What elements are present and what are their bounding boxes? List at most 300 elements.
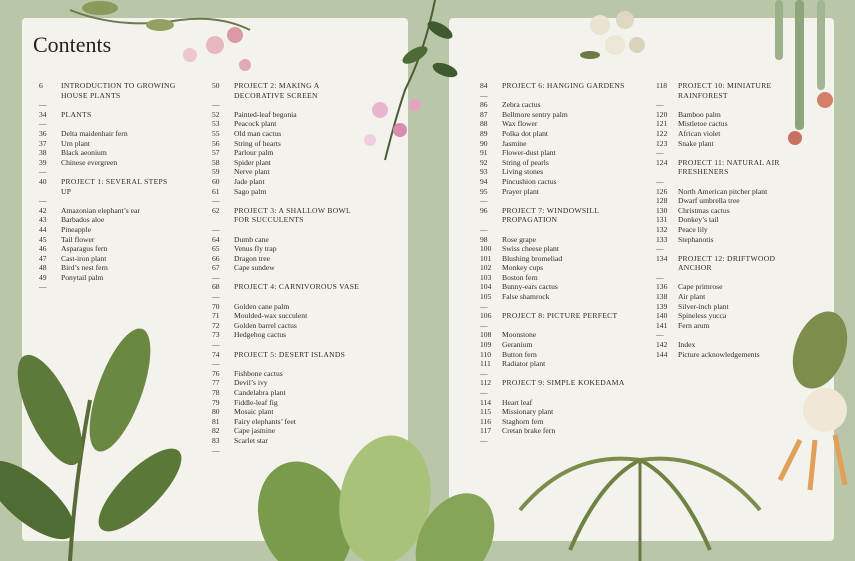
plant-name: Snake plant <box>678 138 714 148</box>
section-title: PROJECT 2: MAKING A DECORATIVE SCREEN <box>234 81 320 100</box>
separator-dash: — <box>212 340 220 350</box>
page-number: 44 <box>39 224 47 234</box>
toc-entry <box>480 292 630 302</box>
toc-entry <box>39 129 179 139</box>
toc-section-heading <box>480 311 630 321</box>
toc-entry <box>212 177 360 187</box>
plant-name: False shamrock <box>502 292 550 302</box>
toc-entry <box>656 321 806 331</box>
toc-entry <box>480 167 630 177</box>
toc-separator <box>212 100 360 110</box>
plant-name: Zebra cactus <box>502 100 541 110</box>
plant-name: Nerve plant <box>234 167 270 177</box>
toc-entry <box>212 119 360 129</box>
toc-entry <box>212 407 360 417</box>
toc-entry <box>480 398 630 408</box>
separator-dash: — <box>480 224 488 234</box>
plant-name: String of pearls <box>502 157 549 167</box>
toc-separator <box>480 388 630 398</box>
separator-dash: — <box>39 119 47 129</box>
toc-entry <box>480 254 630 264</box>
plant-name: North American pitcher plant <box>678 186 768 196</box>
toc-separator <box>480 436 630 446</box>
page-number: 111 <box>480 359 491 369</box>
page-number: 144 <box>656 349 668 359</box>
plant-name: Asparagus fern <box>61 244 108 254</box>
toc-entry <box>39 273 179 283</box>
page-number: 100 <box>480 244 492 254</box>
plant-name: Golden cane palm <box>234 301 290 311</box>
toc-section-heading <box>480 378 630 388</box>
toc-entry <box>212 388 360 398</box>
toc-entry <box>39 244 179 254</box>
toc-separator <box>212 292 360 302</box>
toc-entry <box>480 129 630 139</box>
plant-name: Candelabra plant <box>234 388 286 397</box>
section-title: PROJECT 9: SIMPLE KOKEDAMA <box>502 378 625 388</box>
toc-section-heading <box>212 81 360 100</box>
page-number: 57 <box>212 148 220 158</box>
toc-separator <box>656 148 806 158</box>
toc-entry <box>212 158 360 168</box>
toc-entry <box>480 177 630 187</box>
toc-entry <box>480 263 630 273</box>
toc-entry <box>39 263 179 273</box>
toc-entry <box>656 129 806 139</box>
page-number: 53 <box>212 119 220 129</box>
plant-name: Bellmore sentry palm <box>502 109 568 119</box>
page-number: 114 <box>480 397 492 407</box>
page-number: 86 <box>480 100 488 110</box>
page-number: 82 <box>212 426 220 436</box>
toc-separator <box>480 91 630 101</box>
separator-dash: — <box>656 176 664 186</box>
section-title: PROJECT 1: SEVERAL STEPS UP <box>61 176 168 196</box>
section-title: PROJECT 7: WINDOWSILL PROPAGATION <box>502 205 599 225</box>
toc-entry <box>212 311 360 321</box>
plant-name: Stephanotis <box>678 234 714 244</box>
page-number: 45 <box>39 234 47 244</box>
plant-name: Moulded-wax succulent <box>234 311 308 321</box>
plant-name: Swiss cheese plant <box>502 244 559 254</box>
plant-name: Ponytail palm <box>61 272 104 282</box>
separator-dash: — <box>656 244 664 254</box>
toc-entry <box>212 187 360 197</box>
page-number: 94 <box>480 176 488 186</box>
toc-entry <box>656 206 806 216</box>
plant-name: Index <box>678 340 696 350</box>
toc-entry <box>480 110 630 120</box>
page-number: 98 <box>480 234 488 244</box>
toc-entry <box>39 235 179 245</box>
page-number: 108 <box>480 330 492 340</box>
toc-entry <box>480 119 630 129</box>
plant-name: Golden barrel cactus <box>234 320 297 330</box>
page-number: 128 <box>656 196 668 206</box>
page-number: 106 <box>480 311 492 321</box>
plant-name: Flower-dust plant <box>502 148 556 158</box>
page-number: 139 <box>656 301 668 311</box>
toc-entry <box>656 292 806 302</box>
plant-name: Cape primrose <box>678 282 723 292</box>
section-title: PROJECT 4: CARNIVOROUS VASE <box>234 282 360 292</box>
toc-entry <box>212 263 360 273</box>
plant-name: Cape sundew <box>234 263 275 273</box>
section-title: INTRODUCTION TO GROWING HOUSE PLANTS <box>61 81 176 100</box>
toc-entry <box>480 187 630 197</box>
section-title: PROJECT 12: DRIFTWOOD ANCHOR <box>678 253 776 273</box>
page-number: 105 <box>480 292 492 302</box>
page-number: 102 <box>480 263 492 273</box>
separator-dash: — <box>212 196 220 206</box>
page-title: Contents <box>33 32 112 57</box>
toc-entry <box>212 110 360 120</box>
plant-name: Old man cactus <box>234 128 282 138</box>
toc-separator <box>39 167 179 177</box>
plant-name: Prayer plant <box>502 186 539 196</box>
toc-entry <box>656 282 806 292</box>
page-number: 36 <box>39 128 47 138</box>
plant-name: Rose grape <box>502 234 536 244</box>
separator-dash: — <box>212 359 220 369</box>
page-number: 50 <box>212 81 220 90</box>
toc-entry <box>480 417 630 427</box>
toc-entry <box>39 206 179 216</box>
toc-entry <box>39 158 179 168</box>
toc-entry <box>212 369 360 379</box>
plant-name: Barbados aloe <box>61 215 105 225</box>
plant-name: Black aeonium <box>61 148 107 158</box>
toc-entry <box>656 119 806 129</box>
page-number: 131 <box>656 215 668 225</box>
toc-separator <box>656 244 806 254</box>
page-number: 72 <box>212 320 220 330</box>
plant-name: Bunny-ears cactus <box>502 282 558 292</box>
page-number: 46 <box>39 244 47 254</box>
toc-entry <box>480 235 630 245</box>
toc-entry <box>39 254 179 264</box>
toc-entry <box>656 350 806 360</box>
page-number: 74 <box>212 349 220 359</box>
section-title: PROJECT 5: DESERT ISLANDS <box>234 349 346 359</box>
jasmine-vine-illustration <box>345 0 475 175</box>
plant-name: Air plant <box>678 292 706 302</box>
toc-entry <box>480 244 630 254</box>
page-number: 115 <box>480 407 492 417</box>
plant-name: Dwarf umbrella tree <box>678 196 740 206</box>
toc-separator <box>656 100 806 110</box>
separator-dash: — <box>39 282 47 292</box>
toc-section-heading <box>480 206 630 225</box>
plant-name: Spider plant <box>234 157 271 167</box>
page-number: 132 <box>656 224 668 234</box>
page-number: 65 <box>212 244 220 254</box>
toc-section-heading <box>656 254 806 273</box>
plant-name: Hedgehog cactus <box>234 330 287 340</box>
page-number: 93 <box>480 167 488 177</box>
page-number: 59 <box>212 167 220 177</box>
separator-dash: — <box>39 167 47 177</box>
plant-name: Mosaic plant <box>234 407 274 417</box>
page-number: 103 <box>480 272 492 282</box>
toc-separator <box>656 330 806 340</box>
toc-separator <box>212 359 360 369</box>
toc-separator <box>212 225 360 235</box>
plant-name: Parlour palm <box>234 148 274 158</box>
toc-separator <box>480 321 630 331</box>
toc-section-heading <box>39 110 179 120</box>
plant-name: Staghorn fern <box>502 416 544 426</box>
plant-name: Christmas cactus <box>678 205 730 215</box>
page-number: 120 <box>656 109 668 119</box>
plant-name: Tail flower <box>61 234 95 244</box>
toc-entry <box>212 398 360 408</box>
page-number: 133 <box>656 234 668 244</box>
plant-name: Peacock plant <box>234 119 277 129</box>
plant-name: Painted-leaf begonia <box>234 109 297 119</box>
page-number: 52 <box>212 109 220 119</box>
toc-entry <box>212 129 360 139</box>
toc-entry <box>480 158 630 168</box>
toc-entry <box>39 148 179 158</box>
toc-section-heading <box>39 177 179 196</box>
page-number: 142 <box>656 340 668 350</box>
toc-section-heading <box>212 282 360 292</box>
page-number: 140 <box>656 311 668 321</box>
page-number: 42 <box>39 205 47 215</box>
toc-entry <box>480 273 630 283</box>
page-number: 70 <box>212 301 220 311</box>
toc-entry <box>656 139 806 149</box>
separator-dash: — <box>656 100 664 110</box>
separator-dash: — <box>212 272 220 282</box>
toc-section-heading <box>39 81 179 100</box>
section-title: PLANTS <box>61 109 92 119</box>
page-number: 58 <box>212 157 220 167</box>
plant-name: Blushing bromeliad <box>502 253 563 263</box>
plant-name: Fishbone cactus <box>234 368 283 378</box>
toc-separator <box>39 196 179 206</box>
toc-entry <box>212 436 360 446</box>
page-number: 43 <box>39 215 47 225</box>
toc-entry <box>212 378 360 388</box>
toc-column-4 <box>656 81 806 359</box>
page-number: 67 <box>212 263 220 273</box>
toc-entry <box>480 100 630 110</box>
page-number: 90 <box>480 138 488 148</box>
page-number: 68 <box>212 282 220 292</box>
page-number: 89 <box>480 128 488 138</box>
separator-dash: — <box>480 368 488 378</box>
toc-entry <box>212 148 360 158</box>
plant-name: Sago palm <box>234 186 267 196</box>
toc-separator <box>212 446 360 456</box>
section-title: PROJECT 3: A SHALLOW BOWL FOR SUCCULENTS <box>234 205 351 225</box>
plant-name: Jade plant <box>234 176 265 186</box>
toc-separator <box>212 196 360 206</box>
page-number: 84 <box>480 81 488 90</box>
toc-separator <box>480 369 630 379</box>
page-number: 37 <box>39 138 47 148</box>
toc-entry <box>656 187 806 197</box>
plant-name: Dumb cane <box>234 234 269 244</box>
toc-entry <box>212 321 360 331</box>
toc-entry <box>480 139 630 149</box>
plant-name: Pincushion cactus <box>502 176 557 186</box>
section-title: PROJECT 10: MINIATURE RAINFOREST <box>678 81 772 100</box>
toc-entry <box>480 282 630 292</box>
plant-name: Polka dot plant <box>502 128 548 138</box>
page-number: 130 <box>656 205 668 215</box>
page-number: 109 <box>480 340 492 350</box>
toc-entry <box>656 225 806 235</box>
plant-name: Delta maidenhair fern <box>61 128 128 138</box>
toc-separator <box>39 100 179 110</box>
plant-name: Devil’s ivy <box>234 378 268 388</box>
page-number: 60 <box>212 176 220 186</box>
page-number: 87 <box>480 109 488 119</box>
page-number: 71 <box>212 311 220 321</box>
toc-separator <box>212 340 360 350</box>
toc-entry <box>212 139 360 149</box>
separator-dash: — <box>656 272 664 282</box>
toc-entry <box>480 426 630 436</box>
toc-column-3 <box>480 81 630 446</box>
toc-entry <box>212 167 360 177</box>
page-number: 56 <box>212 138 220 148</box>
separator-dash: — <box>212 445 220 455</box>
plant-name: Boston fern <box>502 272 538 282</box>
plant-name: Radiator plant <box>502 359 546 369</box>
toc-separator <box>212 273 360 283</box>
page-number: 55 <box>212 128 220 138</box>
toc-entry <box>656 235 806 245</box>
plant-name: Button fern <box>502 349 537 359</box>
plant-name: Fairy elephants’ feet <box>234 416 296 426</box>
toc-entry <box>480 359 630 369</box>
separator-dash: — <box>212 224 220 234</box>
page-number: 95 <box>480 186 488 196</box>
toc-entry <box>39 225 179 235</box>
plant-name: Cape jasmine <box>234 426 276 436</box>
page-number: 40 <box>39 176 47 186</box>
toc-section-heading <box>480 81 630 91</box>
toc-entry <box>212 244 360 254</box>
toc-entry <box>212 426 360 436</box>
toc-separator <box>39 282 179 292</box>
toc-entry <box>656 302 806 312</box>
toc-column-1 <box>39 81 179 292</box>
plant-name: Picture acknowledgements <box>678 349 760 359</box>
plant-name: Donkey’s tail <box>678 215 719 225</box>
toc-entry <box>480 340 630 350</box>
page-number: 92 <box>480 157 488 167</box>
separator-dash: — <box>39 100 47 110</box>
page-number: 104 <box>480 282 492 292</box>
toc-entry <box>480 350 630 360</box>
toc-entry <box>656 110 806 120</box>
plant-name: Bird’s nest fern <box>61 263 108 273</box>
separator-dash: — <box>480 90 488 100</box>
page-number: 81 <box>212 416 220 426</box>
toc-section-heading <box>656 81 806 100</box>
plant-name: Venus fly trap <box>234 244 277 254</box>
plant-name: Silver-inch plant <box>678 301 729 311</box>
toc-entry <box>480 330 630 340</box>
toc-entry <box>480 148 630 158</box>
page-number: 112 <box>480 378 492 388</box>
toc-entry <box>656 196 806 206</box>
plant-name: Bamboo palm <box>678 109 721 119</box>
plant-name: Living stones <box>502 167 544 177</box>
plant-name: Missionary plant <box>502 407 554 417</box>
page-number: 124 <box>656 157 668 167</box>
plant-name: Peace lily <box>678 224 708 234</box>
page-number: 64 <box>212 234 220 244</box>
plant-name: Urn plant <box>61 138 90 148</box>
plant-name: Geranium <box>502 340 533 350</box>
toc-separator <box>480 225 630 235</box>
page-number: 39 <box>39 157 47 167</box>
section-title: PROJECT 11: NATURAL AIR FRESHENERS <box>678 157 780 177</box>
toc-separator <box>656 177 806 187</box>
page-number: 122 <box>656 128 668 138</box>
page-number: 62 <box>212 205 220 215</box>
page-number: 61 <box>212 186 220 196</box>
page-number: 34 <box>39 109 47 119</box>
toc-entry <box>212 417 360 427</box>
page-number: 49 <box>39 272 47 282</box>
page-number: 116 <box>480 416 492 426</box>
toc-entry <box>656 340 806 350</box>
plant-name: Spineless yucca <box>678 311 727 321</box>
plant-name: Scarlet star <box>234 435 268 445</box>
separator-dash: — <box>480 301 488 311</box>
toc-entry <box>656 311 806 321</box>
plant-name: African violet <box>678 128 721 138</box>
toc-column-2 <box>212 81 360 455</box>
separator-dash: — <box>212 292 220 302</box>
plant-name: Jasmine <box>502 138 527 148</box>
page-number: 121 <box>656 119 668 129</box>
toc-section-heading <box>656 158 806 177</box>
separator-dash: — <box>656 148 664 158</box>
page-number: 134 <box>656 253 668 263</box>
toc-entry <box>212 254 360 264</box>
page-number: 76 <box>212 368 220 378</box>
plant-name: Monkey cups <box>502 263 544 273</box>
plant-name: Mistletoe cactus <box>678 119 728 129</box>
page-number: 141 <box>656 320 668 330</box>
toc-entry <box>212 302 360 312</box>
page-number: 80 <box>212 407 220 417</box>
page-number: 66 <box>212 253 220 263</box>
section-title: PROJECT 8: PICTURE PERFECT <box>502 311 618 321</box>
page-number: 126 <box>656 186 668 196</box>
page-number: 117 <box>480 426 492 436</box>
plant-name: Moonstone <box>502 330 537 340</box>
toc-entry <box>480 407 630 417</box>
page-number: 136 <box>656 282 668 292</box>
plant-name: String of hearts <box>234 138 281 148</box>
page-number: 110 <box>480 349 492 359</box>
plant-name: Fern arum <box>678 320 710 330</box>
plant-name: Dragon tree <box>234 253 271 263</box>
separator-dash: — <box>656 330 664 340</box>
section-title: PROJECT 6: HANGING GARDENS <box>502 81 625 90</box>
plant-name: Cretan brake fern <box>502 426 556 436</box>
plant-name: Amazonian elephant’s ear <box>61 205 140 215</box>
